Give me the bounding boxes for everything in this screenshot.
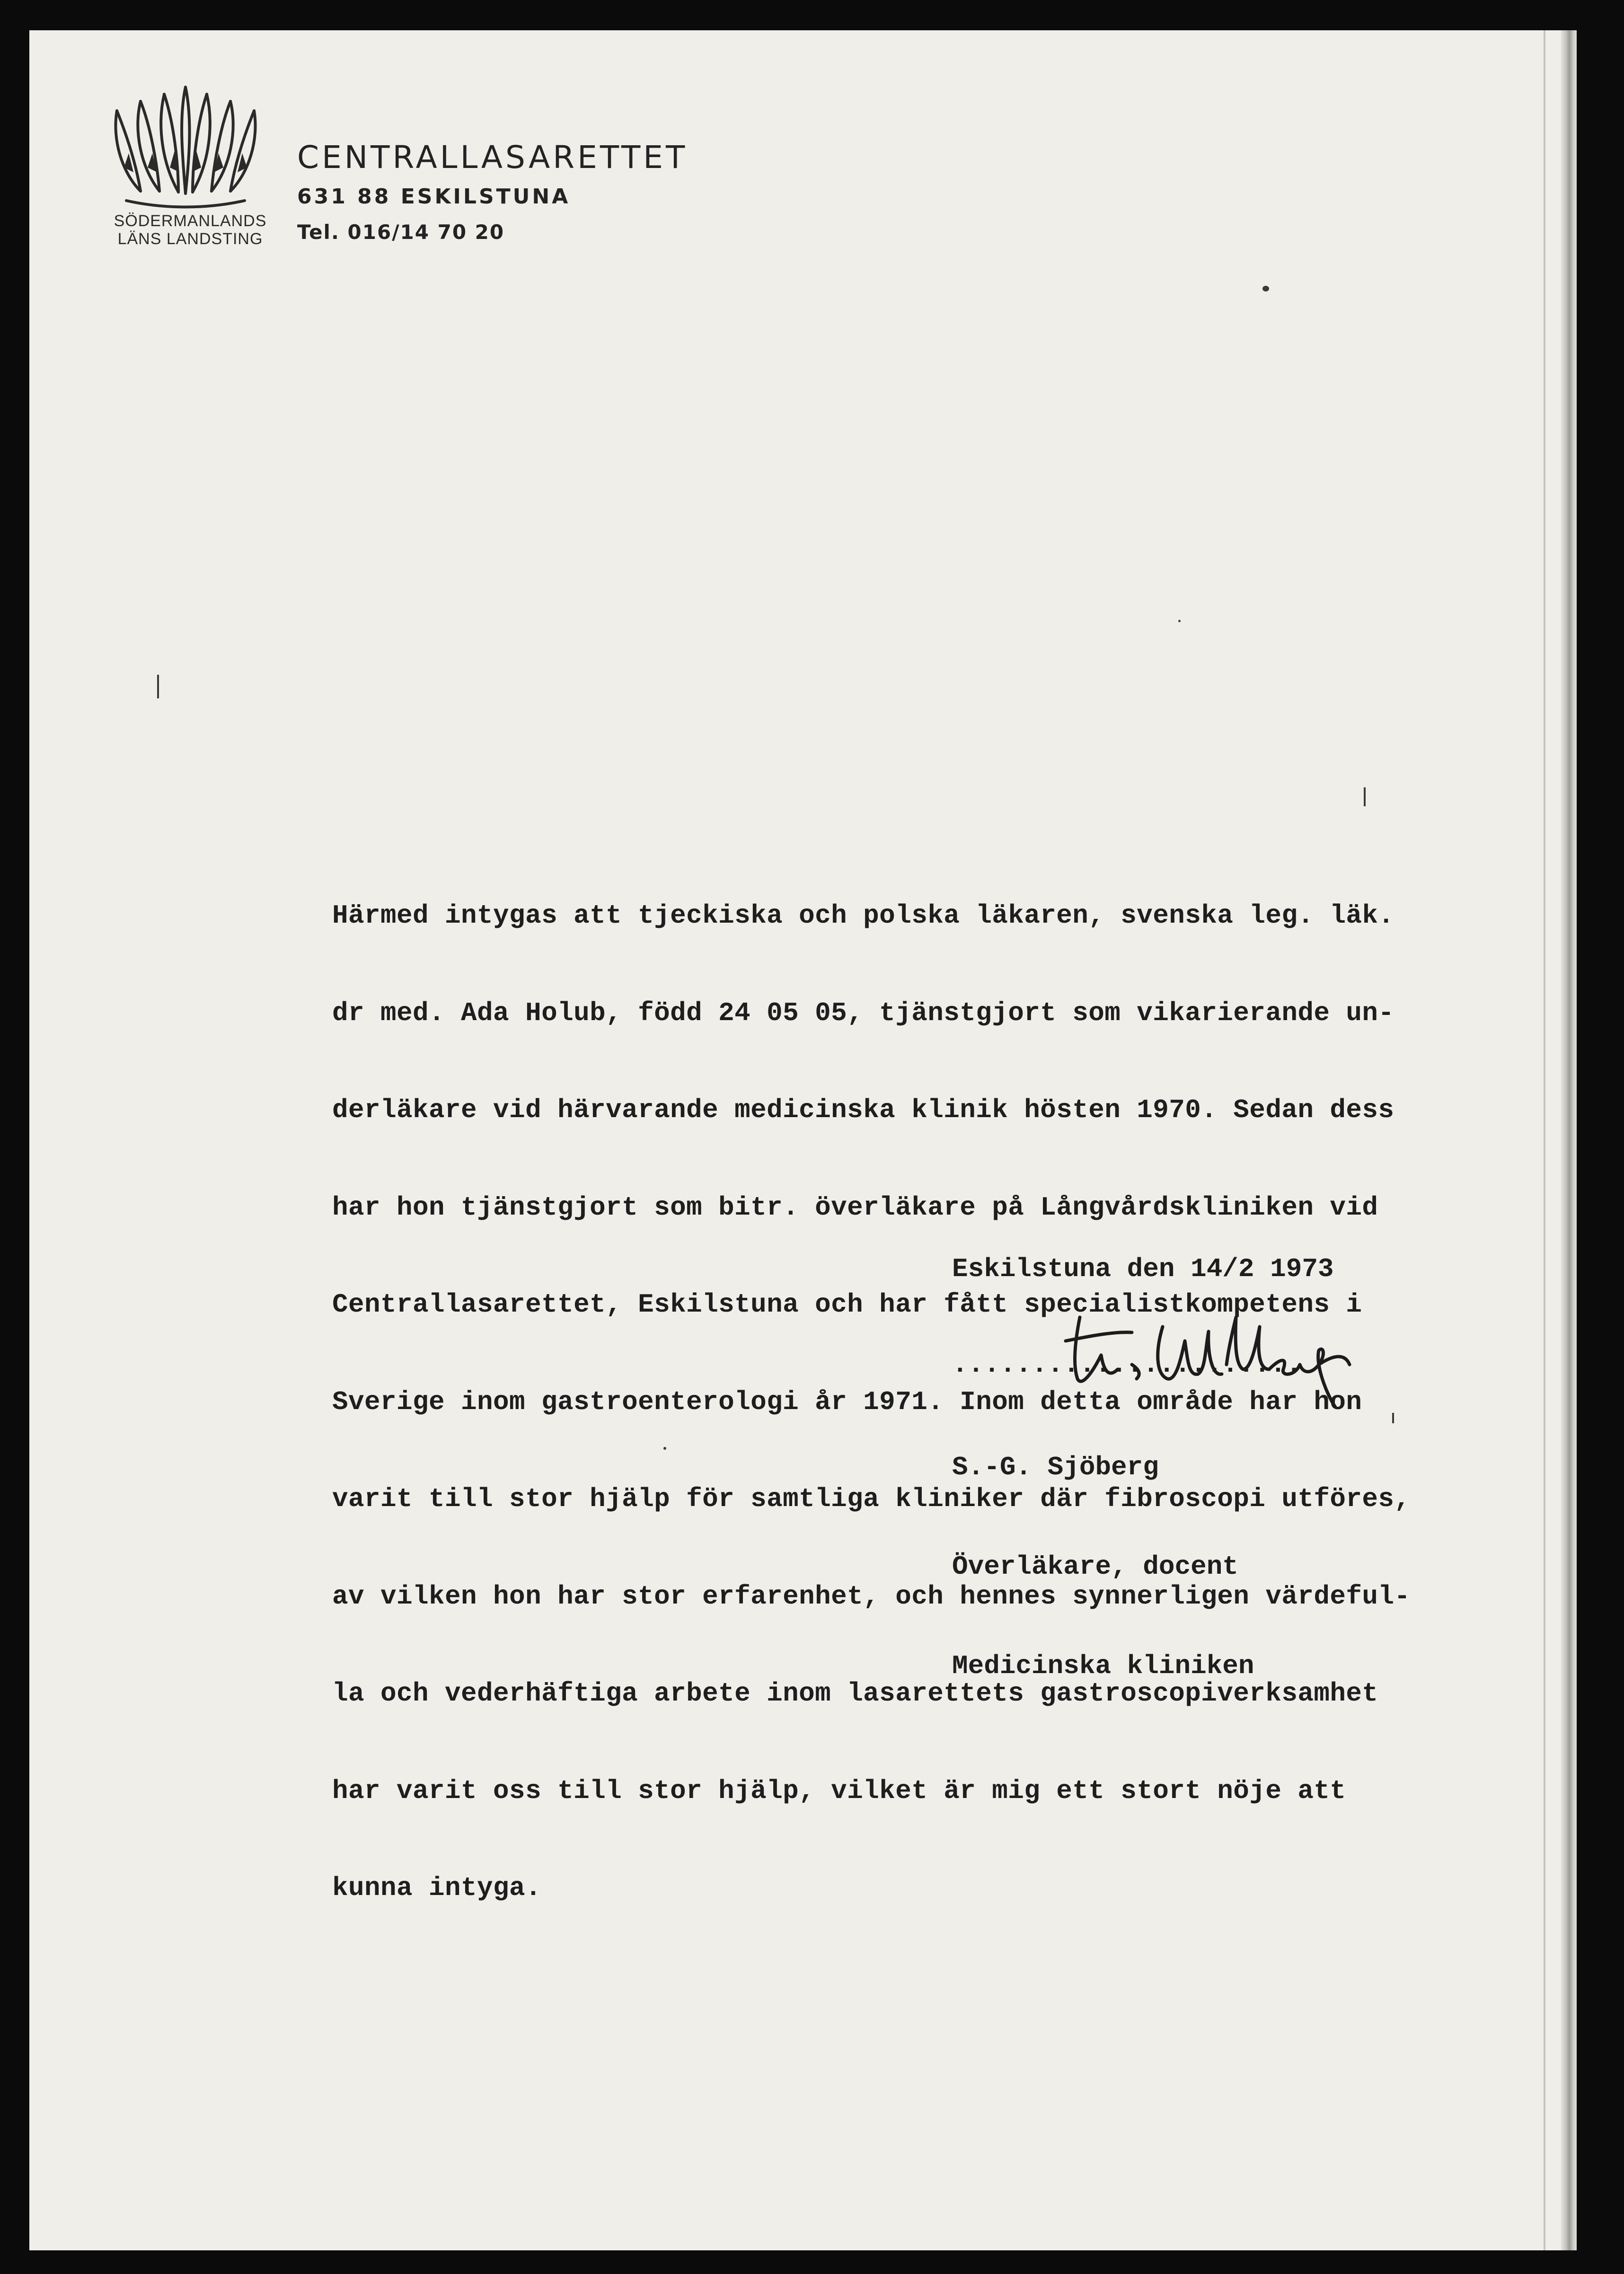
logo-text-line: SÖDERMANLANDS <box>114 212 267 230</box>
landsting-logo-text <box>105 212 275 248</box>
signer-block <box>952 1384 1254 1749</box>
copy-speck <box>1178 620 1181 622</box>
body-line: av vilken hon har stor erfarenhet, och hennes synnerligen värdeful- <box>332 1581 1411 1612</box>
body-line: derläkare vid härvarande medicinska klinik hösten 1970. Sedan dess <box>332 1095 1395 1125</box>
body-line: Sverige inom gastroenterologi år 1971. Inom detta område har hon <box>332 1386 1362 1417</box>
body-line: varit till stor hjälp för samtliga kliniker där fibroscopi utföres, <box>332 1484 1411 1514</box>
signer-department: Medicinska kliniken <box>952 1651 1254 1681</box>
logo-text-line: LÄNS LANDSTING <box>117 230 263 248</box>
body-line: har hon tjänstgjort som bitr. överläkare på Långvårdskliniken vid <box>332 1192 1378 1223</box>
landsting-crown-logo-icon <box>107 82 264 210</box>
page-edge-shadow <box>1561 30 1577 2250</box>
letterhead-telephone: Tel. 016/14 70 20 <box>297 220 505 244</box>
body-line: Härmed intygas att tjeckiska och polska läkaren, svenska leg. läk. <box>332 900 1395 931</box>
signature-dotted-line: ...................... <box>952 1349 1302 1380</box>
body-line: la och vederhäftiga arbete inom lasarettets gastroscopiverksamhet <box>332 1678 1378 1709</box>
body-line: har varit oss till stor hjälp, vilket är mig ett stort nöje att <box>332 1775 1346 1806</box>
copy-speck <box>157 675 159 698</box>
letterhead-institution: CENTRALLASARETTET <box>297 139 688 176</box>
page-fold-line <box>1544 30 1545 2250</box>
letterhead-address: 631 88 ESKILSTUNA <box>297 185 571 209</box>
copy-speck <box>1262 286 1269 291</box>
letter-page <box>29 30 1577 2250</box>
place-and-date: Eskilstuna den 14/2 1973 <box>952 1254 1334 1284</box>
signer-title: Överläkare, docent <box>952 1551 1238 1582</box>
body-line: Centrallasarettet, Eskilstuna och har fått specialistkompetens i <box>332 1289 1362 1320</box>
signer-name: S.-G. Sjöberg <box>952 1452 1159 1482</box>
copy-speck <box>1364 787 1366 806</box>
body-line: kunna intyga. <box>332 1873 542 1903</box>
body-line: dr med. Ada Holub, född 24 05 05, tjänstgjort som vikarierande un- <box>332 997 1395 1028</box>
